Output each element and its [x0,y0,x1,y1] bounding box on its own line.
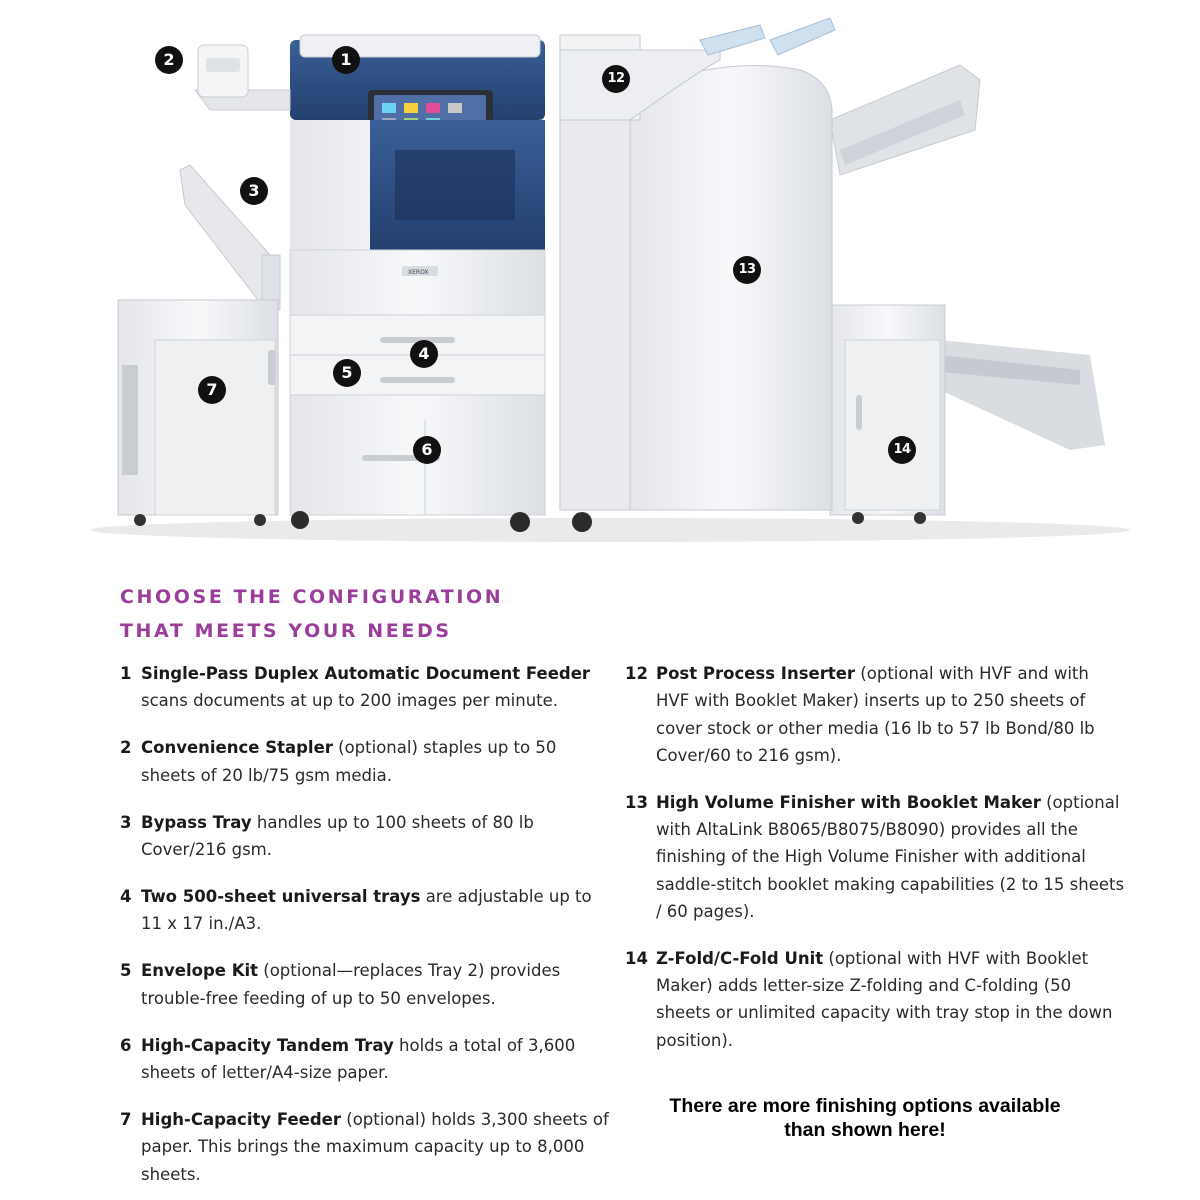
feature-item-14: 14 Z-Fold/C-Fold Unit (optional with HVF with Booklet Maker) adds letter-size Z-folding and C-folding (50 sheets or unlimited capacity with tray stop in the down position). [625,948,1113,1050]
finishing-options-note [630,1094,1100,1142]
callout-6: 6 [413,436,441,464]
feature-item-13: 13 High Volume Finisher with Booklet Maker (optional with AltaLink B8065/B8075/B8090) provides all the finishing of the High Volume Finisher with additional saddle-stitch booklet making capabilities (2 to 15 sheets / 60 pages). [625,792,1125,922]
callout-14: 14 [888,436,916,464]
feature-item-12: 12 Post Process Inserter (optional with HVF and with HVF with Booklet Maker) inserts up to 250 sheets of cover stock or other media (16 lb to 57 lb Bond/80 lb Cover/60 to 216 gsm). [625,664,1095,766]
feature-item-7: 7 High-Capacity Feeder (optional) holds 3,300 sheets of paper. This brings the maximum capacity up to 8,000 sheets. [120,1109,609,1184]
printer-configuration-illustration [0,0,1200,560]
callout-3: 3 [240,177,268,205]
feature-item-2: 2 Convenience Stapler (optional) staples up to 50 sheets of 20 lb/75 gsm media. [120,738,557,785]
note-line-1: There are more finishing options available [669,1095,1061,1117]
feature-item-1: 1 Single-Pass Duplex Automatic Document Feeder scans documents at up to 200 images per minute. [120,664,591,711]
callout-4: 4 [410,340,438,368]
brand-logo-text: XEROX [408,269,429,276]
note-line-2: than shown here! [784,1119,946,1141]
feature-item-3: 3 Bypass Tray handles up to 100 sheets of 80 lb Cover/216 gsm. [120,812,534,860]
feature-item-5: 5 Envelope Kit (optional—replaces Tray 2) provides trouble-free feeding of up to 50 envelopes. [120,961,561,1008]
callout-5: 5 [333,359,361,387]
callout-1: 1 [332,46,360,74]
callout-12: 12 [602,65,630,93]
callout-2: 2 [155,46,183,74]
section-heading-line-2: THAT MEETS YOUR NEEDS [120,620,452,642]
printer-drawing [0,0,1200,560]
feature-item-4: 4 Two 500-sheet universal trays are adjustable up to 11 x 17 in./A3. [120,886,592,934]
feature-list-left [120,660,610,1200]
section-heading-line-1: CHOOSE THE CONFIGURATION [120,586,504,608]
feature-item-6: 6 High-Capacity Tandem Tray holds a total of 3,600 sheets of letter/A4-size paper. [120,1035,576,1082]
feature-list-right [625,660,1125,1073]
callout-13: 13 [733,256,761,284]
callout-7: 7 [198,376,226,404]
